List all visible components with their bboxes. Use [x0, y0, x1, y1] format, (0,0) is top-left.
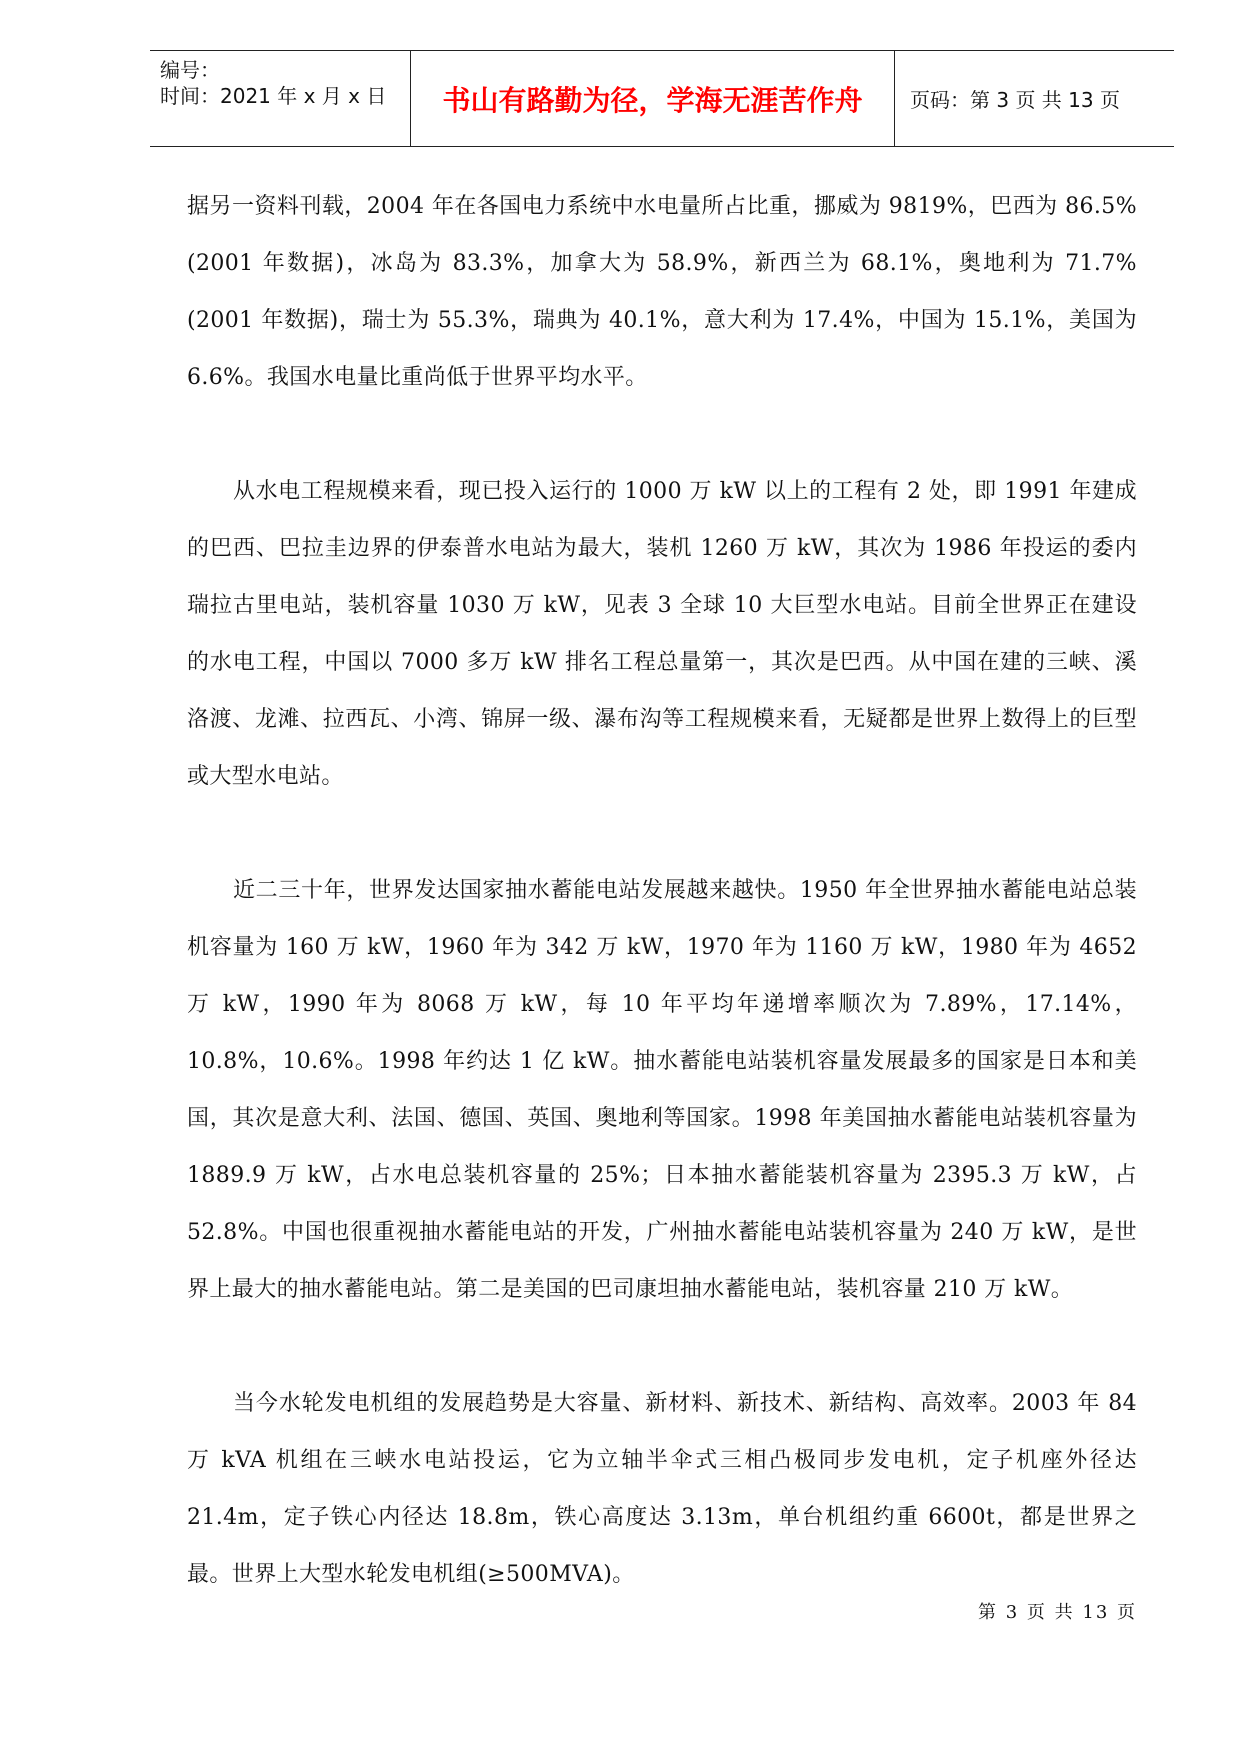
paragraph-project-scale: 从水电工程规模来看，现已投入运行的 1000 万 kW 以上的工程有 2 处，即 1991 年建成的巴西、巴拉圭边界的伊泰普水电站为最大，装机 1260 万 kW，其次为 1986 年投运的委内瑞拉古里电站，装机容量 1030 万 kW，见表 3 全球 10 大巨型水电站。目前全世界正在建设的水电工程，中国以 7000 多万 kW 排名工程总量第一，其次是巴西。从中国在建的三峡、溪洛渡、龙滩、拉西瓦、小湾、锦屏一级、瀑布沟等工程规模来看，无疑都是世界上数得上的巨型或大型水电站。 [187, 479, 1137, 789]
paragraph-generator-trends: 当今水轮发电机组的发展趋势是大容量、新材料、新技术、新结构、高效率。2003 年 84 万 kVA 机组在三峡水电站投运，它为立轴半伞式三相凸极同步发电机，定子机座外径达 21.4m，定子铁心内径达 18.8m，铁心高度达 3.13m，单台机组约重 6600t，都是世界之最。世界上大型水轮发电机组(≥500MVA)。 [187, 1391, 1137, 1587]
page-header [150, 50, 1174, 147]
header-divider [894, 51, 895, 146]
header-page-number: 页码：第 3 页 共 13 页 [910, 88, 1120, 112]
paragraph-hydro-share: 据另一资料刊载，2004 年在各国电力系统中水电量所占比重，挪威为 9819%，巴西为 86.5%(2001 年数据)，冰岛为 83.3%，加拿大为 58.9%，新西兰为 68.1%，奥地利为 71.7%(2001 年数据)，瑞士为 55.3%，瑞典为 40.1%，意大利为 17.4%，中国为 15.1%，美国为 6.6%。我国水电量比重尚低于世界平均水平。 [187, 194, 1137, 390]
document-number-label: 编号： [160, 58, 220, 82]
document-body [187, 178, 1137, 1603]
page-footer: 第 3 页 共 13 页 [978, 1602, 1137, 1623]
paragraph-pumped-storage: 近二三十年，世界发达国家抽水蓄能电站发展越来越快。1950 年全世界抽水蓄能电站总装机容量为 160 万 kW，1960 年为 342 万 kW，1970 年为 1160 万 kW，1980 年为 4652 万 kW，1990 年为 8068 万 kW，每 10 年平均年递增率顺次为 7.89%，17.14%，10.8%，10.6%。1998 年约达 1 亿 kW。抽水蓄能电站装机容量发展最多的国家是日本和美国，其次是意大利、法国、德国、英国、奥地利等国家。1998 年美国抽水蓄能电站装机容量为 1889.9 万 kW，占水电总装机容量的 25%；日本抽水蓄能装机容量为 2395.3 万 kW，占 52.8%。中国也很重视抽水蓄能电站的开发，广州抽水蓄能电站装机容量为 240 万 kW，是世界上最大的抽水蓄能电站。第二是美国的巴司康坦抽水蓄能电站，装机容量 210 万 kW。 [187, 878, 1137, 1302]
document-date-label: 时间：2021 年 x 月 x 日 [160, 84, 387, 108]
header-motto: 书山有路勤为径，学海无涯苦作舟 [442, 83, 863, 117]
